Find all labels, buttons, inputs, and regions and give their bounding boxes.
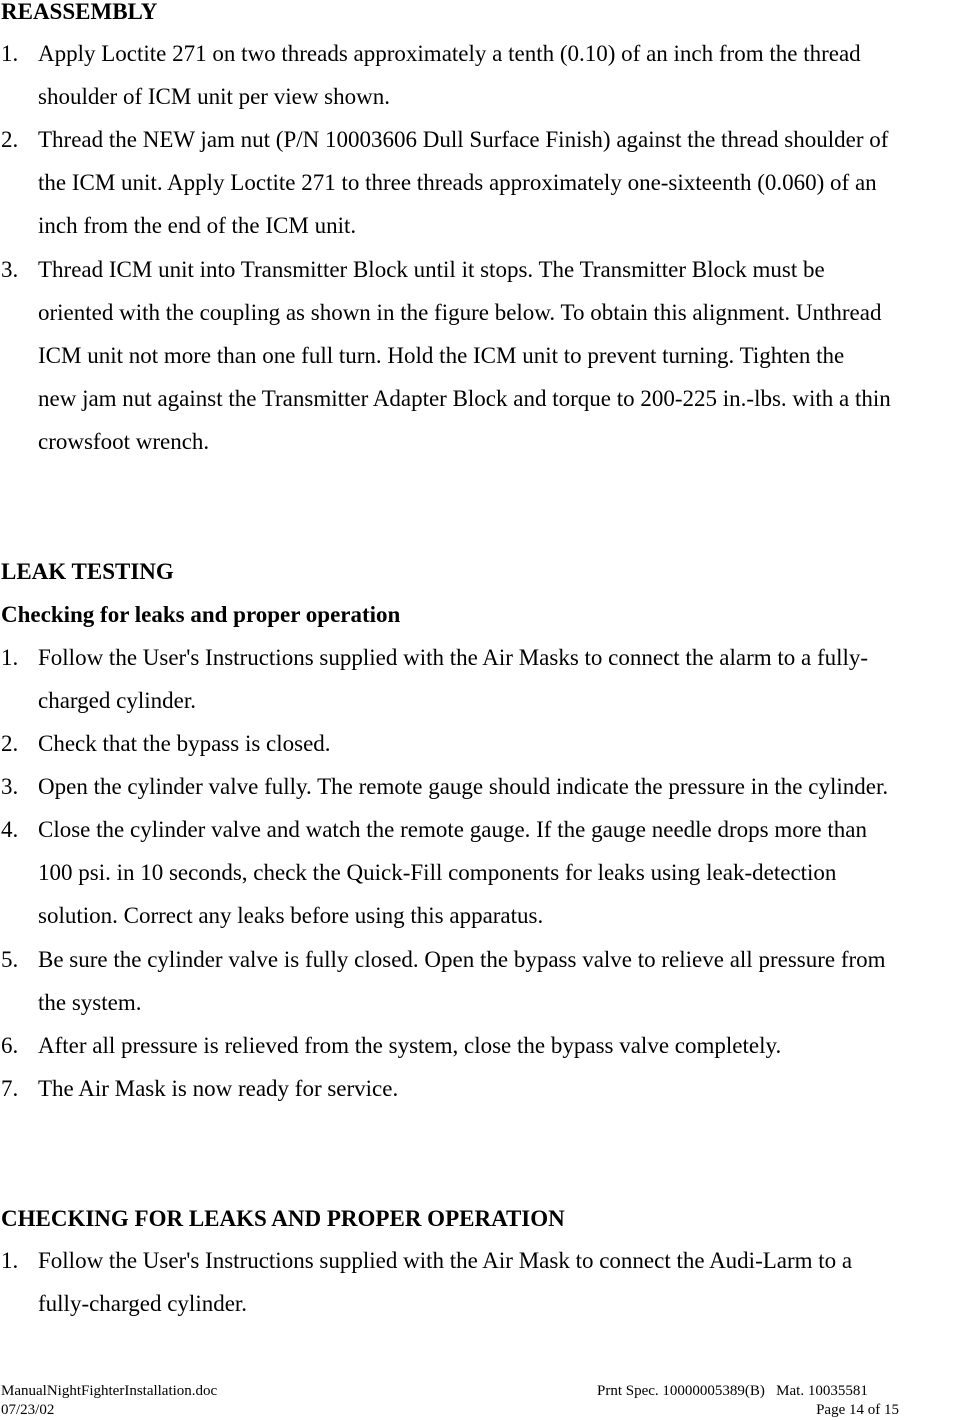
step-text-line: The Air Mask is now ready for service. [38,1076,399,1101]
step-text-line: Open the cylinder valve fully. The remote gauge should indicate the pressure in the cylinder. [38,774,889,799]
step-number: 4. [1,817,19,842]
step-text-line: Follow the User's Instructions supplied with the Air Masks to connect the alarm to a fully- [38,645,869,670]
step-number: 3. [1,257,19,282]
step-text-line: the ICM unit. Apply Loctite 271 to three threads approximately one-sixteenth (0.060) of an [38,170,877,195]
step-text-line: After all pressure is relieved from the system, close the bypass valve completely. [38,1033,782,1058]
step-text-line: inch from the end of the ICM unit. [38,213,357,238]
step-number: 3. [1,774,19,799]
step-text-line: solution. Correct any leaks before using this apparatus. [38,903,544,928]
step-text-line: fully-charged cylinder. [38,1291,248,1316]
step-text-line: ICM unit not more than one full turn. Hold the ICM unit to prevent turning. Tighten the [38,343,845,368]
step-text-line: crowsfoot wrench. [38,429,210,454]
step-number: 7. [1,1076,19,1101]
step-number: 6. [1,1033,19,1058]
step-text-line: oriented with the coupling as shown in the figure below. To obtain this alignment. Unthread [38,300,882,325]
step-text-line: shoulder of ICM unit per view shown. [38,84,390,109]
step-text-line: Check that the bypass is closed. [38,731,331,756]
step-text-line: 100 psi. in 10 seconds, check the Quick-Fill components for leaks using leak-detection [38,860,837,885]
step-text-line: the system. [38,990,142,1015]
step-text-line: Thread the NEW jam nut (P/N 10003606 Dull Surface Finish) against the thread shoulder of [38,127,889,152]
step-number: 2. [1,731,19,756]
step-number: 1. [1,1248,19,1273]
step-number: 2. [1,127,19,152]
step-text-line: new jam nut against the Transmitter Adapter Block and torque to 200-225 in.-lbs. with a thin [38,386,891,411]
leak-testing-heading: LEAK TESTING [1,559,174,584]
footer-filename: ManualNightFighterInstallation.doc [1,1383,218,1399]
step-text-line: charged cylinder. [38,688,196,713]
step-number: 5. [1,947,19,972]
footer-date: 07/23/02 [1,1402,55,1418]
step-number: 1. [1,645,19,670]
step-text-line: Thread ICM unit into Transmitter Block until it stops. The Transmitter Block must be [38,257,825,282]
step-text-line: Apply Loctite 271 on two threads approximately a tenth (0.10) of an inch from the thread [38,41,861,66]
leak-testing-subheading: Checking for leaks and proper operation [1,602,401,627]
step-text-line: Close the cylinder valve and watch the remote gauge. If the gauge needle drops more than [38,817,867,842]
step-text-line: Be sure the cylinder valve is fully closed. Open the bypass valve to relieve all pressure from [38,947,886,972]
step-number: 1. [1,41,19,66]
checking-heading: CHECKING FOR LEAKS AND PROPER OPERATION [1,1206,565,1231]
footer-print-spec: Prnt Spec. 10000005389(B) Mat. 10035581 [597,1383,868,1399]
footer-page-number: Page 14 of 15 [816,1402,899,1418]
step-text-line: Follow the User's Instructions supplied with the Air Mask to connect the Audi-Larm to a [38,1248,853,1273]
reassembly-heading: REASSEMBLY [1,0,158,24]
